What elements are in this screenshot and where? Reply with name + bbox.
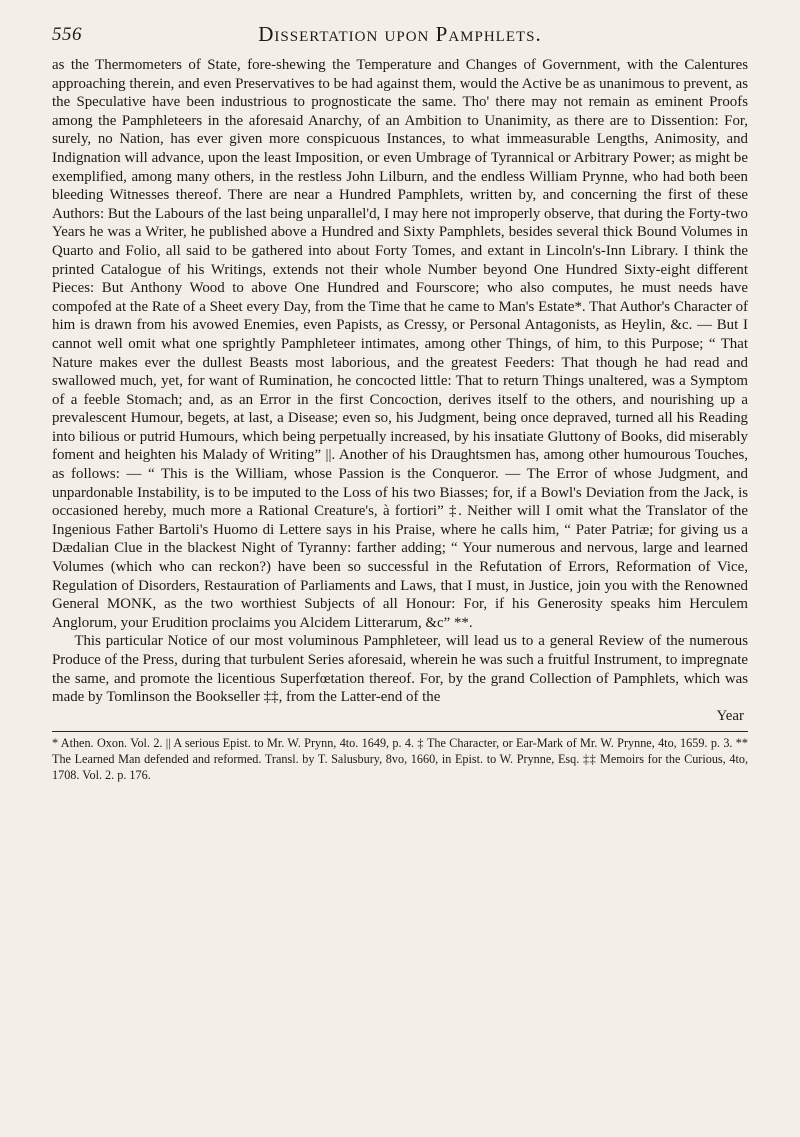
paragraph: This particular Notice of our most voluminous Pamphleteer, will lead us to a general Review of the numerous Produce of the Press, during that turbulent Series aforesaid, wherein he was such a fruitful Instrument, to impregnate the same, and promote the licentious Superfœtation thereof. For, by the grand Collection of Pamphlets, which was made by Tomlinson the Bookseller ‡‡, from the Latter-end of the <box>52 633 748 706</box>
footnote-rule <box>52 731 748 732</box>
body-text <box>52 56 748 707</box>
catchword: Year <box>716 707 744 724</box>
running-head: Dissertation upon Pamphlets. <box>258 22 542 46</box>
page-number: 556 <box>52 24 82 45</box>
footnote-block: * Athen. Oxon. Vol. 2. || A serious Epist. to Mr. W. Prynn, 4to. 1649, p. 4. ‡ The Character, or Ear-Mark of Mr. W. Prynne, 4to, 1659. p. 3. ** The Learned Man defended and reformed. Transl. by T. Salusbury, 8vo, 1660, in Epist. to W. Prynne, Esq. ‡‡ Memoirs for the Curious, 4to, 1708. Vol. 2. p. 176. <box>52 736 748 782</box>
page-header <box>52 20 748 46</box>
footnotes <box>52 736 748 783</box>
paragraph: as the Thermometers of State, fore-shewing the Temperature and Changes of Government, with the Calentures approaching therein, and even Preservatives to be had against them, would the Active be as unanimous to prevent, as the Speculative have been industrious to prognosticate the same. Tho' there may not remain as eminent Proofs among the Pamphleteers in the aforesaid Anarchy, of an Ambition to Unanimity, as there are to Dissention: For, surely, no Nation, has ever given more conspicuous Instances, to what immeasurable Lengths, Animosity, and Indignation will advance, upon the least Imposition, or even Umbrage of Tyrannical or Arbitrary Power; as might be exemplified, among many others, in the restless John Lilburn, and the endless William Prynne, who had both been bleeding Witnesses thereof. There are near a Hundred Pamphlets, written by, and concerning the first of these Authors: But the Labours of the last being unparallel'd, I may here not improperly observe, that during the Forty-two Years he was a Writer, he published above a Hundred and Sixty Pamphlets, besides several thick Bound Volumes in Quarto and Folio, all said to be gathered into about Forty Tomes, and extant in Lincoln's-Inn Library. I think the printed Catalogue of his Writings, extends not their whole Number beyond One Hundred Sixty-eight different Pieces: But Anthony Wood to above One Hundred and Fourscore; who also computes, he must needs have compofed at the Rate of a Sheet every Day, from the Time that he came to Man's Estate*. That Author's Character of him is drawn from his avowed Enemies, even Papists, as Cressy, or Personal Antagonists, as Heylin, &c. — But I cannot well omit what one sprightly Pamphleteer intimates, among other Things, of him, to this Purpose; “ That Nature makes ever the dullest Beasts most laborious, and the greatest Feeders: That though he had read and swallowed much, yet, for want of Rumination, he concocted little: That to return Things unaltered, was a Symptom of a feeble Stomach; and, as an Error in the first Concoction, derives itself to the others, and nourishing up a prevalescent Humour, begets, at last, a Disease; even so, his Judgment, being once depraved, turned all his Reading into bilious or putrid Humours, which being perpetually increased, by his insatiate Gluttony of Books, did miserably foment and heighten his Malady of Writing” ||. Another of his Draughtsmen has, among other humourous Touches, as follows: — “ This is the William, whose Passion is the Conqueror. — The Error of whose Judgment, and unpardonable Instability, is to be imputed to the Loss of his two Biasses; for, if a Bowl's Deviation from the Jack, is occasioned hereby, much more a Rational Creature's, à fortiori” ‡. Neither will I omit what the Translator of the Ingenious Father Bartoli's Huomo di Lettere says in his Praise, where he calls him, “ Pater Patriæ; for giving us a Dædalian Clue in the blackest Night of Tyranny: farther adding; “ Your numerous and nervous, large and learned Volumes (which who can reckon?) have been so successful in the Refutation of Errors, Reformation of Vice, Regulation of Disorders, Restauration of Parliaments and Laws, that I must, in Justice, join you with the Renowned General MONK, as the two worthiest Subjects of all Honour: For, if his Generosity speaks him Herculem Anglorum, your Erudition proclaims you Alcidem Litterarum, &c” **. <box>52 57 748 631</box>
